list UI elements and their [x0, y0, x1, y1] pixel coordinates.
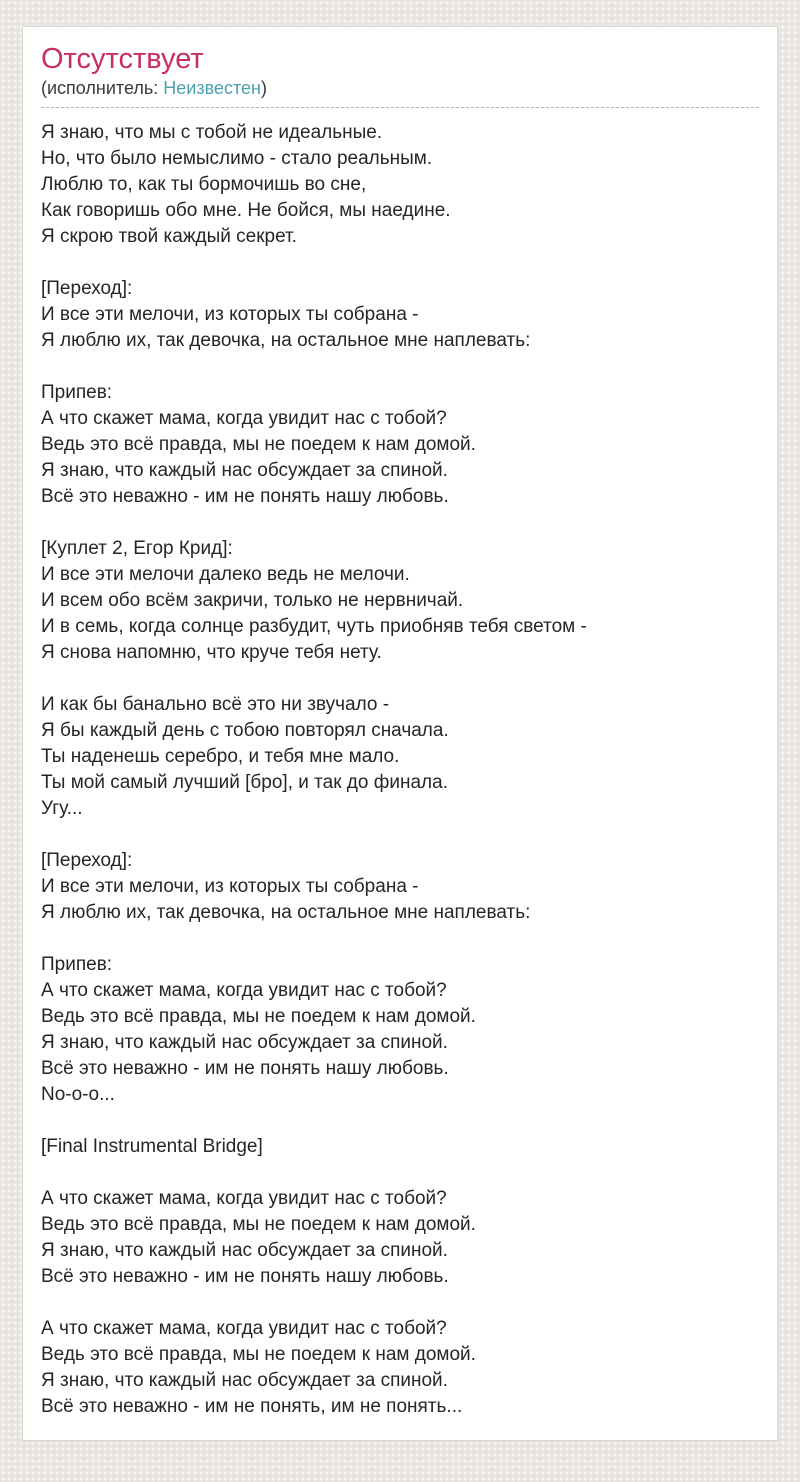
lyrics-line: Я скрою твой каждый секрет.: [41, 226, 297, 247]
stanza: [41, 848, 759, 926]
lyrics-line: Ты мой самый лучший [бро], и так до финала.: [41, 772, 448, 793]
lyrics-line: [Final Instrumental Bridge]: [41, 1136, 263, 1157]
stanza: [41, 1134, 759, 1160]
lyrics-line: No-o-o...: [41, 1084, 115, 1105]
lyrics-line: Всё это неважно - им не понять нашу любовь.: [41, 1058, 449, 1079]
lyrics-line: Я знаю, что мы с тобой не идеальные.: [41, 122, 383, 143]
lyrics-line: Ведь это всё правда, мы не поедем к нам домой.: [41, 1214, 476, 1235]
lyrics-line: Всё это неважно - им не понять, им не понять...: [41, 1396, 463, 1417]
stanza: [41, 692, 759, 822]
song-header: [41, 43, 759, 108]
artist-prefix: (исполнитель:: [41, 78, 164, 98]
lyrics-line: Угу...: [41, 798, 83, 819]
lyrics-line: А что скажет мама, когда увидит нас с тобой?: [41, 1318, 447, 1339]
lyrics-line: И все эти мелочи, из которых ты собрана -: [41, 304, 419, 325]
lyrics-line: А что скажет мама, когда увидит нас с тобой?: [41, 1188, 447, 1209]
lyrics-line: Я знаю, что каждый нас обсуждает за спиной.: [41, 460, 448, 481]
song-title: Отсутствует: [41, 43, 204, 75]
artist-line: [41, 77, 759, 100]
lyrics-line: И как бы банально всё это ни звучало -: [41, 694, 390, 715]
lyrics-line: Припев:: [41, 382, 113, 403]
lyrics-line: Ты наденешь серебро, и тебя мне мало.: [41, 746, 400, 767]
lyrics-line: А что скажет мама, когда увидит нас с тобой?: [41, 980, 447, 1001]
lyrics-line: А что скажет мама, когда увидит нас с тобой?: [41, 408, 447, 429]
lyrics-line: [Куплет 2, Егор Крид]:: [41, 538, 233, 559]
lyrics-line: Ведь это всё правда, мы не поедем к нам домой.: [41, 434, 476, 455]
stanza: [41, 276, 759, 354]
stanza: [41, 536, 759, 666]
lyrics-line: И в семь, когда солнце разбудит, чуть приобняв тебя светом -: [41, 616, 587, 637]
lyrics-line: [Переход]:: [41, 278, 133, 299]
lyrics-line: Я знаю, что каждый нас обсуждает за спиной.: [41, 1370, 448, 1391]
lyrics-line: Припев:: [41, 954, 113, 975]
lyrics-line: Всё это неважно - им не понять нашу любовь.: [41, 486, 449, 507]
stanza: [41, 1186, 759, 1290]
stanza: [41, 380, 759, 510]
lyrics-line: Люблю то, как ты бормочишь во сне,: [41, 174, 367, 195]
lyrics-card: [22, 26, 778, 1441]
lyrics-line: И все эти мелочи далеко ведь не мелочи.: [41, 564, 410, 585]
lyrics-line: Ведь это всё правда, мы не поедем к нам домой.: [41, 1344, 476, 1365]
stanza: [41, 120, 759, 250]
lyrics-line: [Переход]:: [41, 850, 133, 871]
lyrics-line: Я бы каждый день с тобою повторял сначала.: [41, 720, 449, 741]
lyrics-line: Но, что было немыслимо - стало реальным.: [41, 148, 433, 169]
artist-link[interactable]: Неизвестен: [163, 78, 261, 98]
stanza: [41, 1316, 759, 1420]
stanza: [41, 952, 759, 1108]
lyrics-line: Я знаю, что каждый нас обсуждает за спиной.: [41, 1240, 448, 1261]
lyrics-line: И всем обо всём закричи, только не нервничай.: [41, 590, 464, 611]
lyrics-line: Я люблю их, так девочка, на остальное мне наплевать:: [41, 902, 531, 923]
lyrics-line: Ведь это всё правда, мы не поедем к нам домой.: [41, 1006, 476, 1027]
lyrics-line: И все эти мелочи, из которых ты собрана -: [41, 876, 419, 897]
lyrics-line: Я снова напомню, что круче тебя нету.: [41, 642, 382, 663]
lyrics-text: [41, 120, 759, 1420]
artist-suffix: ): [260, 78, 267, 98]
lyrics-line: Я знаю, что каждый нас обсуждает за спиной.: [41, 1032, 448, 1053]
lyrics-line: Как говоришь обо мне. Не бойся, мы наедине.: [41, 200, 451, 221]
lyrics-line: Всё это неважно - им не понять нашу любовь.: [41, 1266, 449, 1287]
lyrics-line: Я люблю их, так девочка, на остальное мне наплевать:: [41, 330, 531, 351]
